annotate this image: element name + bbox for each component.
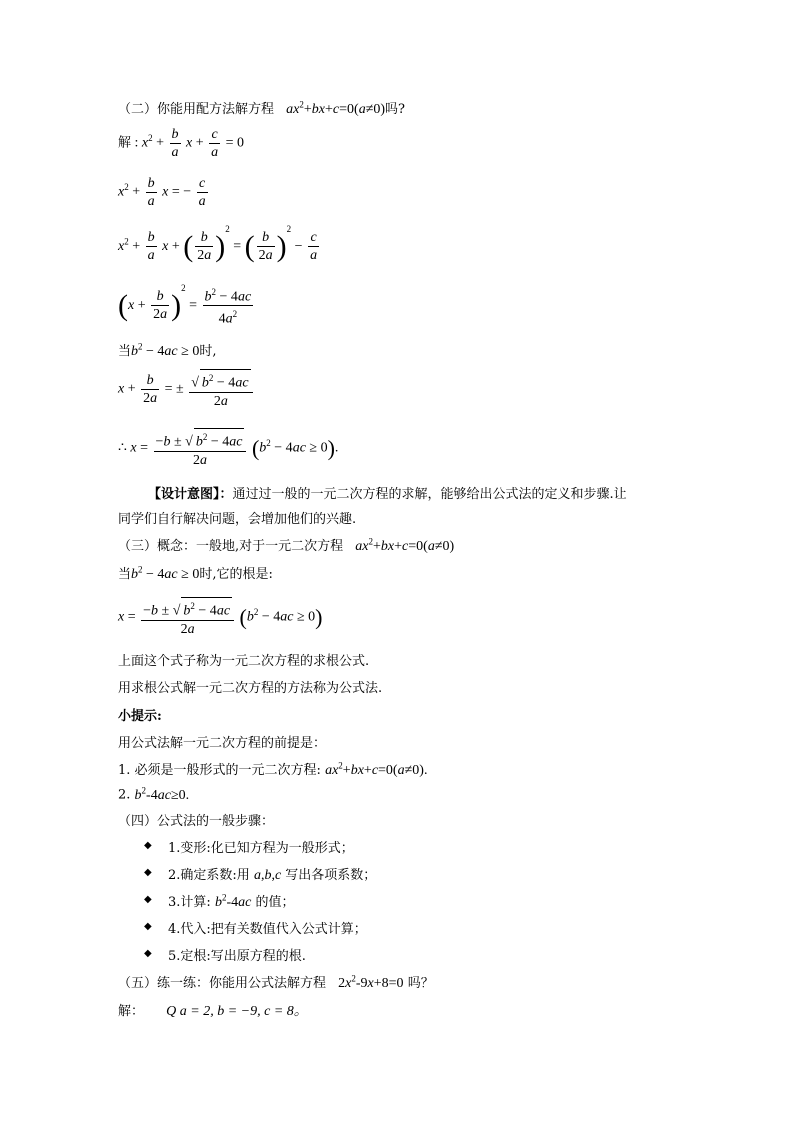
design-intent-text-2: 同学们自行解决问题，会增加他们的兴趣. <box>118 512 357 527</box>
step-eq-3: $x^2$ + $\frac{b}{a}$ x + ( $\frac{b}{2a}$ )$^2$ = ( $\frac{b}{2a}$ )$^2$ − $\frac{c}{a}$ <box>118 224 318 264</box>
condition-prefix: 当 <box>118 344 132 359</box>
step-eq-1: 解 : $x^2$ + $\frac{b}{a}$ x + $\frac{c}{a}$ = 0 <box>118 127 245 160</box>
fraction-c-over-a: $\frac{c}{a}$ <box>211 127 219 160</box>
therefore-symbol: ∴ <box>118 440 127 456</box>
section5-solve-label: 解： <box>118 1004 145 1019</box>
section5-solution <box>118 1000 308 1020</box>
solve-label: 解 <box>118 135 132 151</box>
section5-heading-tail: 吗？ <box>407 976 434 991</box>
step-eq-5: x + $\frac{b}{2a}$ = ± $\frac{√ b^2 - 4ac}{2a}$ <box>118 369 255 410</box>
condition2-prefix: 当 <box>118 567 132 582</box>
step-2-tail: 写出各项系数； <box>285 868 377 883</box>
step-5: 5.定根:写出原方程的根. <box>168 949 306 964</box>
formula-name-line: 上面这个式子称为一元二次方程的求根公式. <box>118 654 370 669</box>
section5-heading: （五）练一练：你能用公式法解方程 $2x^2-9x+8=0$ 吗？ <box>118 973 434 991</box>
given-coefficients: Q a = 2, b = −9, c = 8。 <box>166 1004 308 1019</box>
fraction-b-over-a: $\frac{b}{a}$ <box>171 127 179 160</box>
section2-heading-text: （二）你能用配方法解方程 <box>118 102 275 117</box>
fraction-discriminant-over-4a2: $\frac{b^2 - 4ac}{4a^2}$ <box>203 284 254 328</box>
bullet-icon: ◆ <box>144 840 152 851</box>
step-eq-4: (x + $\frac{b}{2a}$ )$^2$ = $\frac{b^2 - 4ac}{4a^2}$ <box>118 283 252 327</box>
general-equation: $ax^2+bx+c=0(a\ne 0)$ <box>286 99 386 117</box>
step-eq-2: $x^2$ + $\frac{b}{a}$ x = − $\frac{c}{a}$ <box>118 176 206 209</box>
design-intent-label: 【设计意图】： <box>148 487 233 502</box>
section3-heading: （三）概念：一般地,对于一元二次方程 $ax^2+bx+c=0(a\ne 0)$ <box>118 536 455 554</box>
section3-heading-text: （三）概念：一般地,对于一元二次方程 <box>118 539 344 554</box>
tips-item-1-text: 1. 必须是一般形式的一元二次方程: <box>118 763 321 778</box>
section5-heading-text: （五）练一练：你能用公式法解方程 <box>118 976 327 991</box>
quadratic-formula-fraction: $\frac{-b \pm √ b^2 - 4ac}{2a}$ <box>154 428 247 469</box>
design-intent-line2 <box>118 508 356 527</box>
condition-line-1: 当$b^2 - 4ac \ge 0$时, <box>118 341 217 359</box>
step-1: 1.变形:化已知方程为一般形式； <box>168 841 354 856</box>
bullet-icon: ◆ <box>144 894 152 905</box>
bullet-icon: ◆ <box>144 921 152 932</box>
section2-heading-tail: 吗? <box>385 102 406 117</box>
bullet-icon: ◆ <box>144 867 152 878</box>
tips-title: 小提示: <box>118 709 162 724</box>
tips-item-2: 2. $b^2-4ac\ge 0$. <box>118 785 190 803</box>
step-4: 4.代入:把有关数值代入公式计算； <box>168 922 367 937</box>
step-3: 3.计算: $b^2-4ac$ 的值； <box>168 892 295 910</box>
design-intent-line1 <box>148 483 627 502</box>
step-3-tail: 的值； <box>255 895 295 910</box>
tips-item-2-text: 2. <box>118 787 131 803</box>
step-eq-6: ∴ x = $\frac{-b \pm √ b^2 - 4ac}{2a}$ $(b^2 - 4ac \ge 0)$. <box>118 428 338 469</box>
tips-item-1: 1. 必须是一般形式的一元二次方程: $ax^2+bx+c=0(a\ne 0)$. <box>118 760 428 778</box>
section2-heading <box>118 98 405 118</box>
section4-heading: （四）公式法的一般步骤： <box>118 814 275 829</box>
condition-suffix: 时, <box>199 344 217 359</box>
method-name-line: 用求根公式解一元二次方程的方法称为公式法. <box>118 681 383 696</box>
step-2: 2.确定系数:用 a,b,c 写出各项系数； <box>168 868 377 883</box>
tips-premise: 用公式法解一元二次方程的前提是： <box>118 736 327 751</box>
condition2-suffix: 时,它的根是: <box>199 567 273 582</box>
design-intent-text-1: 通过过一般的一元二次方程的求解，能够给出公式法的定义和步骤.让 <box>232 487 627 502</box>
quadratic-formula: x = $\frac{-b \pm √ b^2 - 4ac}{2a}$ $(b^2 - 4ac \ge 0)$ <box>118 597 323 638</box>
condition-line-2: 当$b^2 - 4ac \ge 0$时,它的根是: <box>118 564 273 582</box>
bullet-icon: ◆ <box>144 948 152 959</box>
step-3-text: 3.计算: <box>168 895 211 910</box>
step-2-text: 2.确定系数:用 <box>168 868 250 883</box>
